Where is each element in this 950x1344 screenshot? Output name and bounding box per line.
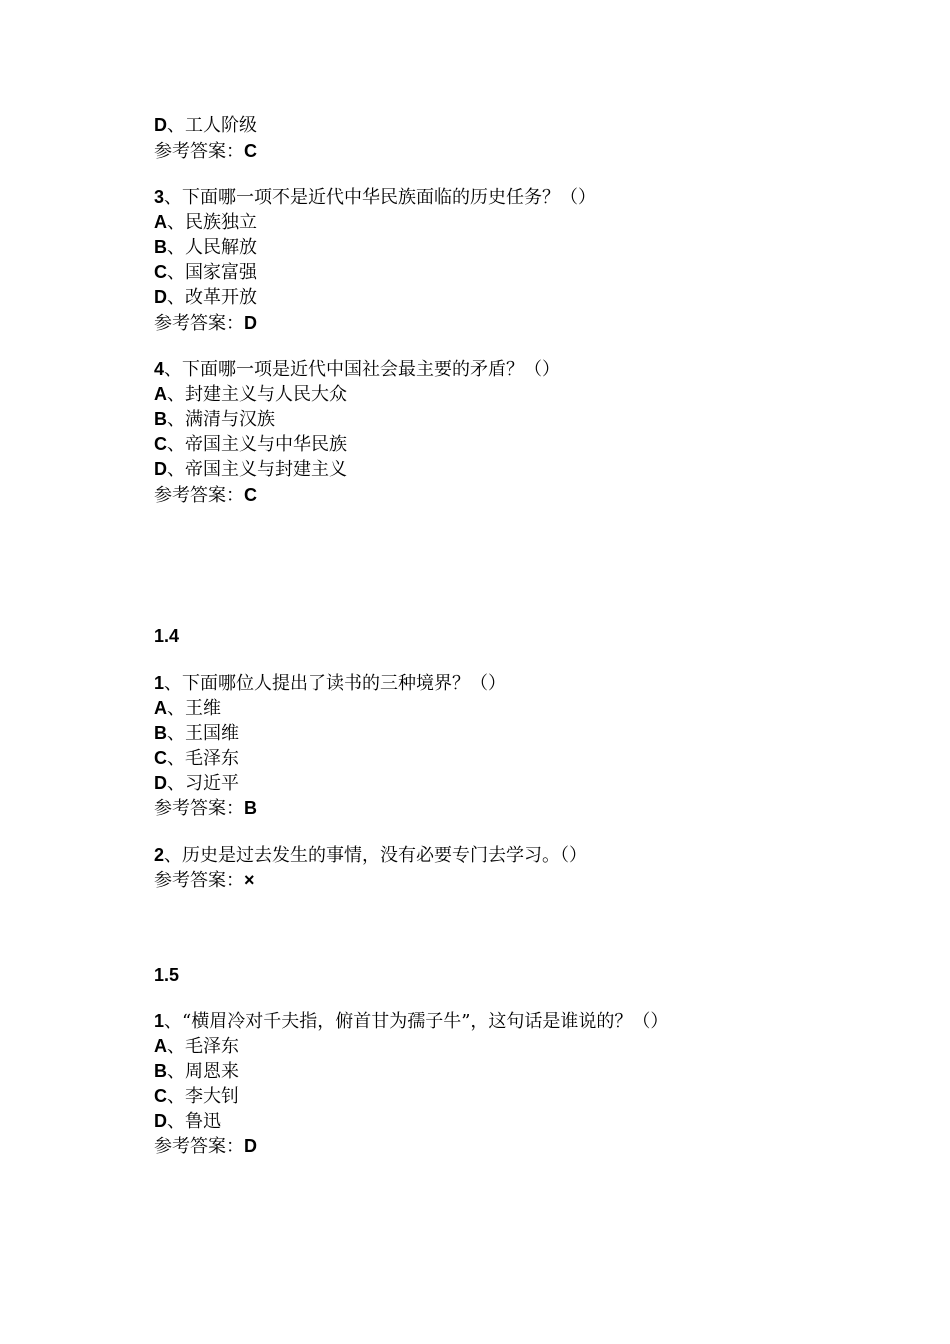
question-text: 、“横眉冷对千夫指，俯首甘为孺子牛”，这句话是谁说的？（） bbox=[164, 1011, 669, 1032]
answer-label: 参考答案： bbox=[154, 1136, 244, 1157]
section-heading: 1.4 bbox=[154, 626, 180, 646]
option-line bbox=[154, 382, 347, 407]
question-text: 、下面哪一项是近代中国社会最主要的矛盾？（） bbox=[164, 359, 561, 380]
answer-line bbox=[154, 311, 257, 336]
option-letter: D bbox=[154, 459, 167, 479]
question-text: 、下面哪一项不是近代中华民族面临的历史任务？（） bbox=[164, 187, 597, 208]
answer-line bbox=[154, 483, 257, 508]
option-text: 、国家富强 bbox=[167, 262, 257, 283]
option-letter: D bbox=[154, 115, 167, 135]
option-line bbox=[154, 113, 257, 138]
question-number: 3 bbox=[154, 187, 165, 207]
question-number: 2 bbox=[154, 845, 165, 865]
answer-line bbox=[154, 139, 257, 164]
option-text: 、满清与汉族 bbox=[167, 409, 275, 430]
option-letter: B bbox=[154, 409, 167, 429]
option-letter: B bbox=[154, 723, 167, 743]
option-line bbox=[154, 210, 257, 235]
option-letter: A bbox=[154, 698, 167, 718]
question-number: 4 bbox=[154, 359, 165, 379]
answer-line bbox=[154, 1134, 257, 1159]
option-line bbox=[154, 432, 347, 457]
option-text: 、王国维 bbox=[167, 723, 239, 744]
section-heading: 1.5 bbox=[154, 965, 180, 985]
option-text: 、习近平 bbox=[167, 773, 239, 794]
option-line bbox=[154, 696, 221, 721]
question-text: 、历史是过去发生的事情，没有必要专门去学习。（） bbox=[164, 845, 588, 866]
answer-label: 参考答案： bbox=[154, 798, 244, 819]
option-letter: C bbox=[154, 434, 167, 454]
option-line bbox=[154, 260, 257, 285]
option-line bbox=[154, 285, 257, 310]
option-letter: D bbox=[154, 773, 167, 793]
option-letter: B bbox=[154, 1061, 167, 1081]
question-line bbox=[154, 185, 596, 210]
option-line bbox=[154, 235, 257, 260]
option-letter: A bbox=[154, 212, 167, 232]
answer-value: C bbox=[244, 141, 257, 161]
option-text: 、鲁迅 bbox=[167, 1111, 221, 1132]
question-line bbox=[154, 843, 587, 868]
answer-label: 参考答案： bbox=[154, 141, 244, 162]
question-line bbox=[154, 671, 506, 696]
option-text: 、改革开放 bbox=[167, 287, 257, 308]
question-number: 1 bbox=[154, 1011, 165, 1031]
option-text: 、封建主义与人民大众 bbox=[167, 384, 347, 405]
answer-value: D bbox=[244, 313, 257, 333]
option-text: 、李大钊 bbox=[167, 1086, 239, 1107]
option-letter: D bbox=[154, 1111, 167, 1131]
option-letter: A bbox=[154, 1036, 167, 1056]
question-line bbox=[154, 357, 560, 382]
answer-value: B bbox=[244, 798, 257, 818]
option-line bbox=[154, 1034, 239, 1059]
option-line bbox=[154, 746, 239, 771]
answer-line bbox=[154, 796, 257, 821]
option-line bbox=[154, 721, 239, 746]
option-text: 、工人阶级 bbox=[167, 115, 257, 136]
option-text: 、王维 bbox=[167, 698, 221, 719]
answer-label: 参考答案： bbox=[154, 485, 244, 506]
option-line bbox=[154, 771, 239, 796]
option-text: 、民族独立 bbox=[167, 212, 257, 233]
option-line bbox=[154, 1059, 239, 1084]
option-letter: C bbox=[154, 262, 167, 282]
answer-value: D bbox=[244, 1136, 257, 1156]
option-letter: C bbox=[154, 748, 167, 768]
option-line bbox=[154, 1109, 221, 1134]
answer-value: C bbox=[244, 485, 257, 505]
answer-value: × bbox=[244, 870, 255, 890]
option-text: 、毛泽东 bbox=[167, 748, 239, 769]
option-text: 、帝国主义与封建主义 bbox=[167, 459, 347, 480]
option-text: 、帝国主义与中华民族 bbox=[167, 434, 347, 455]
option-line bbox=[154, 1084, 239, 1109]
option-letter: A bbox=[154, 384, 167, 404]
option-text: 、毛泽东 bbox=[167, 1036, 239, 1057]
question-number: 1 bbox=[154, 673, 165, 693]
option-text: 、人民解放 bbox=[167, 237, 257, 258]
option-text: 、周恩来 bbox=[167, 1061, 239, 1082]
option-line bbox=[154, 457, 347, 482]
option-letter: C bbox=[154, 1086, 167, 1106]
answer-label: 参考答案： bbox=[154, 870, 244, 891]
answer-line bbox=[154, 868, 255, 893]
option-letter: B bbox=[154, 237, 167, 257]
question-line bbox=[154, 1009, 668, 1034]
option-line bbox=[154, 407, 275, 432]
answer-label: 参考答案： bbox=[154, 313, 244, 334]
question-text: 、下面哪位人提出了读书的三种境界？（） bbox=[164, 673, 507, 694]
option-letter: D bbox=[154, 287, 167, 307]
